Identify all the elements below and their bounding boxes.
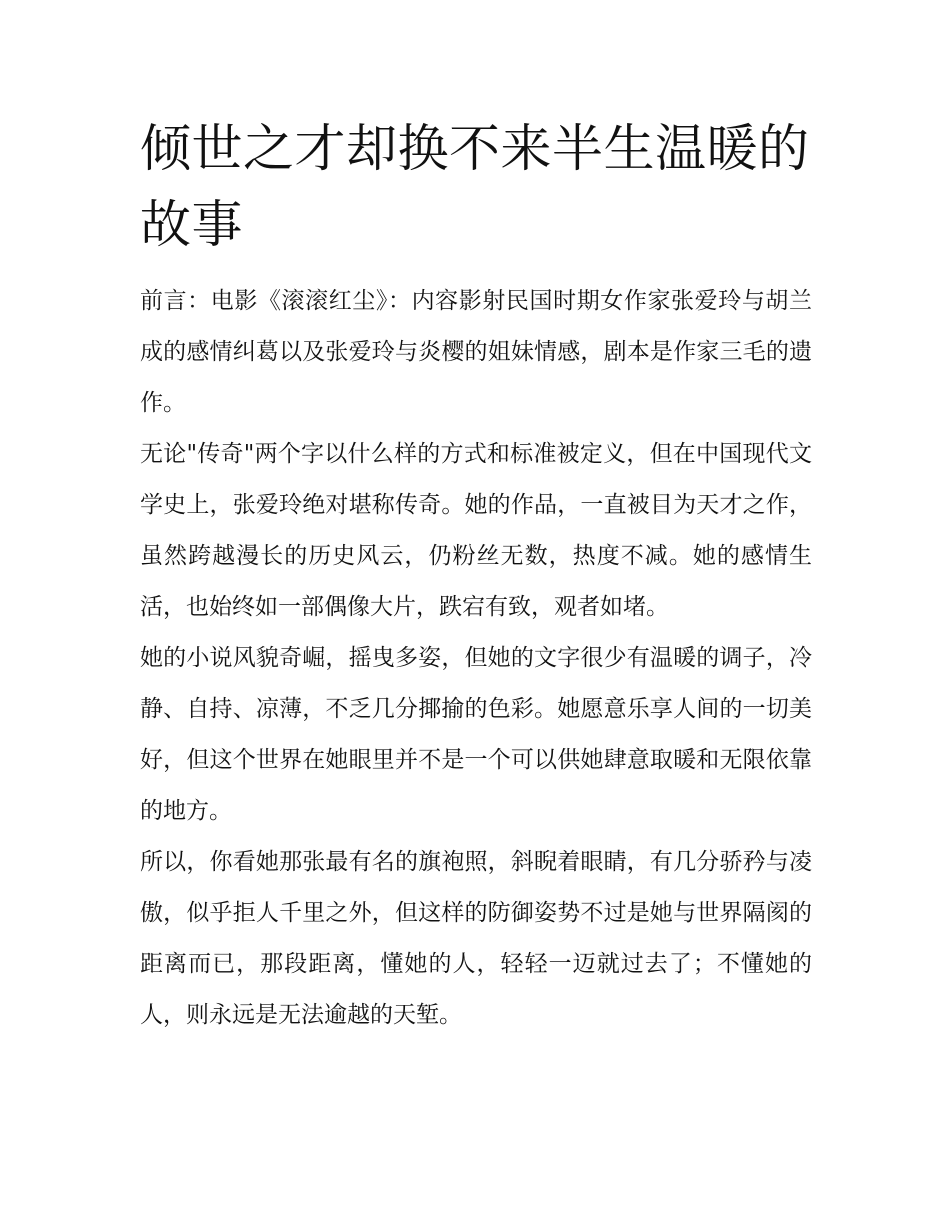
paragraph-photo: 所以，你看她那张最有名的旗袍照，斜睨着眼睛，有几分骄矜与凌傲，似乎拒人千里之外，但这样的防御姿势不过是她与世界隔阂的距离而已，那段距离，懂她的人，轻轻一迈就过去了；不懂她的人，则永远是无法逾越的天堑。: [140, 849, 812, 1028]
paragraph-foreword: 前言：电影《滚滚红尘》：内容影射民国时期女作家张爱玲与胡兰成的感情纠葛以及张爱玲与炎樱的姐妹情感，剧本是作家三毛的遗作。: [140, 288, 812, 416]
document-page: [140, 112, 812, 1041]
paragraph-legend: 无论"传奇"两个字以什么样的方式和标准被定义，但在中国现代文学史上，张爱玲绝对堪称传奇。她的作品，一直被目为天才之作，虽然跨越漫长的历史风云，仍粉丝无数，热度不减。她的感情生活，也始终如一部偶像大片，跌宕有致，观者如堵。: [140, 441, 812, 620]
document-title: 倾世之才却换不来半生温暖的故事: [140, 120, 810, 255]
paragraph-style: 她的小说风貌奇崛，摇曳多姿，但她的文字很少有温暖的调子，冷静、自持、凉薄，不乏几分揶揄的色彩。她愿意乐享人间的一切美好，但这个世界在她眼里并不是一个可以供她肆意取暖和无限依靠的地方。: [140, 645, 812, 824]
document-body: [140, 276, 812, 1041]
